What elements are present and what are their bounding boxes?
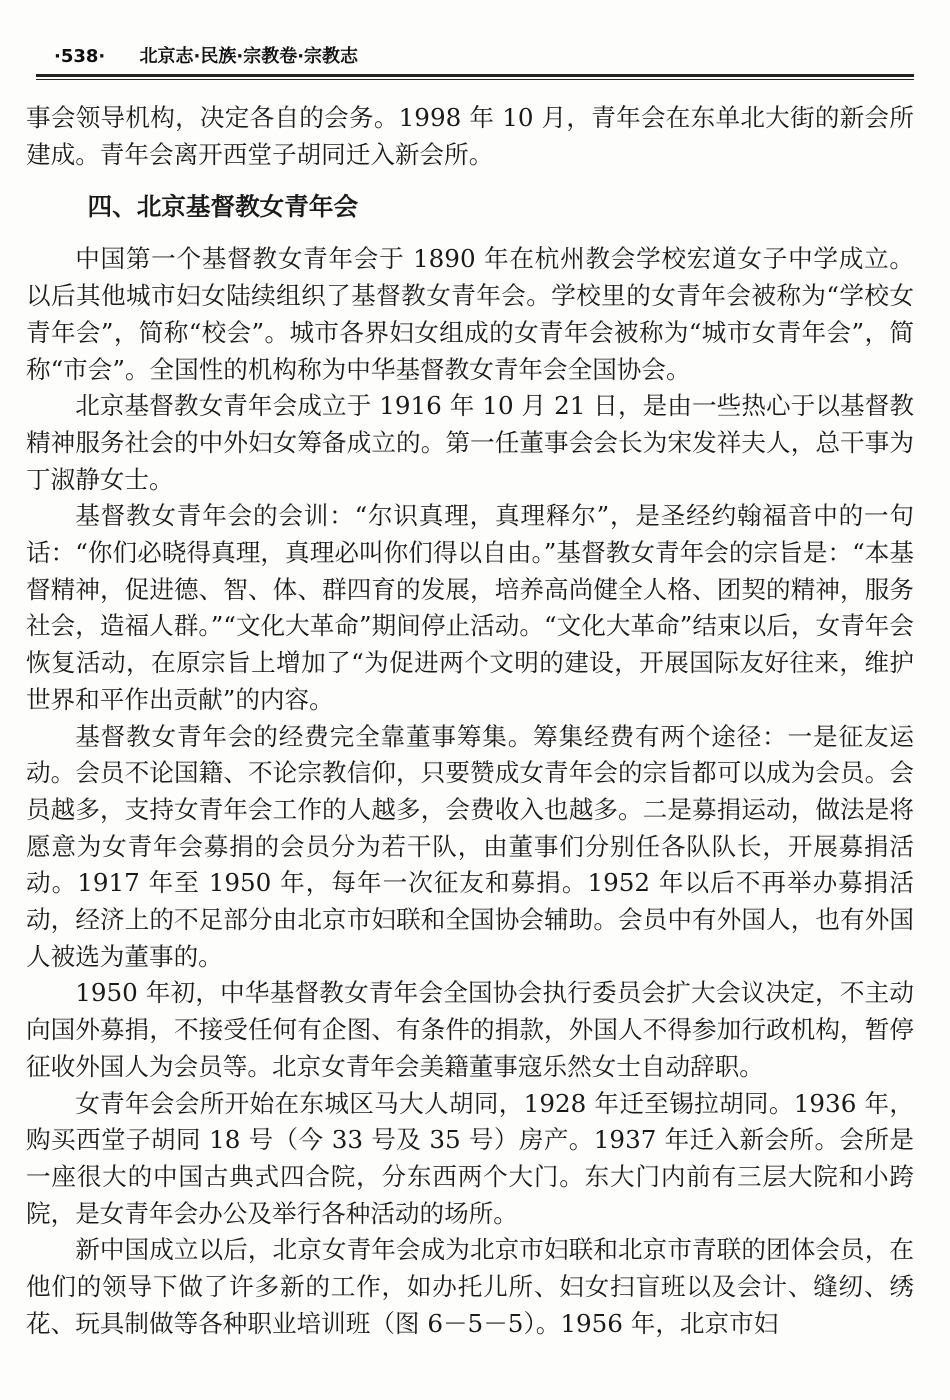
continuation-paragraph: 事会领导机构，决定各自的会务。1998 年 10 月，青年会在东单北大街的新会所建成。青年会离开西堂子胡同迁入新会所。 (26, 103, 914, 169)
header-rule-thick (36, 74, 914, 77)
body-text (26, 100, 914, 1343)
page-number: ·538· (54, 46, 106, 67)
header-rule-thin (36, 79, 914, 80)
paragraph-5: 1950 年初，中华基督教女青年会全国协会执行委员会扩大会议决定，不主动向国外募捐，不接受任何有企图、有条件的捐款，外国人不得参加行政机构，暂停征收外国人为会员等。北京女青年会美籍董事寇乐然女士自动辞职。 (26, 978, 914, 1081)
paragraph-2: 北京基督教女青年会成立于 1916 年 10 月 21 日，是由一些热心于以基督教精神服务社会的中外妇女筹备成立的。第一任董事会会长为宋发祥夫人，总干事为丁淑静女士。 (26, 391, 914, 494)
section-heading: 四、北京基督教女青年会 (87, 192, 359, 222)
paragraph-6: 女青年会会所开始在东城区马大人胡同，1928 年迁至锡拉胡同。1936 年，购买西堂子胡同 18 号（今 33 号及 35 号）房产。1937 年迁入新会所。会所是一座很大的中国古典式四合院，分东西两个大门。东大门内前有三层大院和小跨院，是女青年会办公及举行各种活动的场所。 (26, 1088, 914, 1228)
paragraph-3: 基督教女青年会的会训：“尔识真理，真理释尔”，是圣经约翰福音中的一句话：“你们必晓得真理，真理必叫你们得以自由。”基督教女青年会的宗旨是：“本基督精神，促进德、智、体、群四育的发展，培养高尚健全人格、团契的精神，服务社会，造福人群。”“文化大革命”期间停止活动。“文化大革命”结束以后，女青年会恢复活动，在原宗旨上增加了“为促进两个文明的建设，开展国际友好往来，维护世界和平作出贡献”的内容。 (26, 501, 914, 714)
page-header (40, 42, 912, 72)
running-title: 北京志·民族·宗教卷·宗教志 (139, 46, 359, 67)
paragraph-4: 基督教女青年会的经费完全靠董事筹集。筹集经费有两个途径：一是征友运动。会员不论国籍、不论宗教信仰，只要赞成女青年会的宗旨都可以成为会员。会员越多，支持女青年会工作的人越多，会费收入也越多。二是募捐运动，做法是将愿意为女青年会募捐的会员分为若干队，由董事们分别任各队队长，开展募捐活动。1917 年至 1950 年，每年一次征友和募捐。1952 年以后不再举办募捐活动，经济上的不足部分由北京市妇联和全国协会辅助。会员中有外国人，也有外国人被选为董事的。 (26, 721, 914, 971)
paragraph-7: 新中国成立以后，北京女青年会成为北京市妇联和北京市青联的团体会员，在他们的领导下做了许多新的工作，如办托儿所、妇女扫盲班以及会计、缝纫、绣花、玩具制做等各种职业培训班（图 6－5－5）。1956 年，北京市妇 (26, 1235, 914, 1338)
paragraph-1: 中国第一个基督教女青年会于 1890 年在杭州教会学校宏道女子中学成立。以后其他城市妇女陆续组织了基督教女青年会。学校里的女青年会被称为“学校女青年会”，简称“校会”。城市各界妇女组成的女青年会被称为“城市女青年会”，简称“市会”。全国性的机构称为中华基督教女青年会全国协会。 (26, 244, 914, 384)
